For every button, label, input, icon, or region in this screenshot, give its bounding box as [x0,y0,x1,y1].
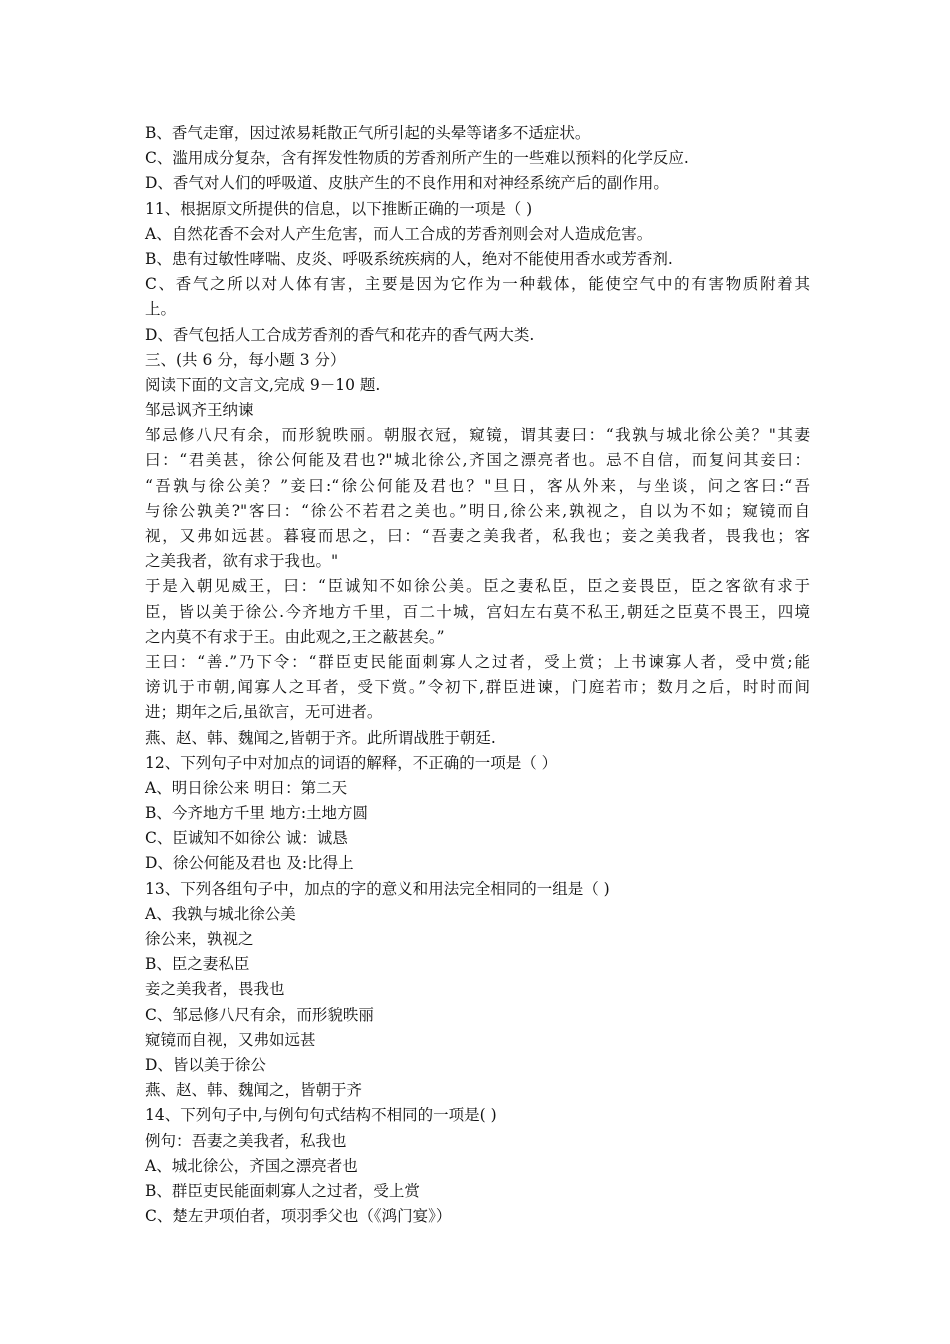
text-line: 阅读下面的文言文,完成 9－10 题. [145,375,381,394]
text-line: 于是入朝见威王，曰：“臣诚知不如徐公美。臣之妻私臣，臣之妾畏臣，臣之客欲有求于 [145,577,810,596]
text-line: B、今齐地方千里 地方:土地方圆 [145,804,369,823]
text-line: 13、下列各组句子中，加点的字的意义和用法完全相同的一组是（ ) [145,879,610,898]
text-line: B、香气走窜，因过浓易耗散正气所引起的头晕等诸多不适症状。 [145,124,591,142]
text-line: 窥镜而自视，又弗如远甚 [145,1030,316,1049]
document-page [145,121,810,1229]
text-line: A、我孰与城北徐公美 [145,904,296,923]
text-line: A、明日徐公来 明日：第二天 [145,778,348,797]
text-line: 燕、赵、韩、魏闻之，皆朝于齐 [145,1081,363,1100]
text-line: 臣，皆以美于徐公.今齐地方千里，百二十城，宫妇左右莫不私王,朝廷之臣莫不畏王，四境 [145,602,810,621]
text-line: B、群臣吏民能面刺寡人之过者，受上赏 [145,1181,420,1200]
text-line: 之内莫不有求于王。由此观之,王之蔽甚矣。” [145,627,445,646]
text-line: 王曰：“善.”乃下令：“群臣吏民能面刺寡人之过者，受上赏；上书谏寡人者，受中赏;能 [145,652,810,671]
text-line: A、城北徐公，齐国之漂亮者也 [145,1156,358,1175]
text-line: B、患有过敏性哮喘、皮炎、呼吸系统疾病的人，绝对不能使用香水或芳香剂. [145,249,673,268]
text-line: B、臣之妻私臣 [145,955,250,974]
text-line: 妾之美我者，畏我也 [145,980,285,999]
text-line: C、邹忌修八尺有余，而形貌昳丽 [145,1005,374,1024]
text-line: 邹忌修八尺有余，而形貌昳丽。朝服衣冠，窥镜，谓其妻曰：“我孰与城北徐公美？"其妻 [145,426,810,445]
text-line: 视，又弗如远甚。暮寝而思之，曰：“吾妻之美我者，私我也；妾之美我者，畏我也；客 [145,527,810,545]
text-line: 三、(共 6 分，每小题 3 分） [145,350,346,369]
text-line: D、皆以美于徐公 [145,1055,266,1074]
text-line: 11、根据原文所提供的信息，以下推断正确的一项是（ ) [145,199,533,218]
text-line: D、香气包括人工合成芳香剂的香气和花卉的香气两大类. [145,325,535,344]
text-line: 上。 [145,300,177,319]
text-line: A、自然花香不会对人产生危害，而人工合成的芳香剂则会对人造成危害。 [145,224,653,243]
text-line: 12、下列句子中对加点的词语的解释，不正确的一项是（ ） [145,753,558,772]
text-line: “吾孰与徐公美？”妾曰:“徐公何能及君也？"旦日，客从外来，与坐谈，问之客曰:“吾 [145,476,810,495]
text-line: D、徐公何能及君也 及:比得上 [145,854,354,873]
text-line: 14、下列句子中,与例句句式结构不相同的一项是( ) [145,1106,497,1125]
text-line: 谤讥于市朝,闻寡人之耳者，受下赏。”令初下,群臣进谏，门庭若市；数月之后，时时而间 [145,678,810,697]
text-line: C、香气之所以对人体有害，主要是因为它作为一种载体，能使空气中的有害物质附着其 [145,275,810,294]
text-line: D、香气对人们的呼吸道、皮肤产生的不良作用和对神经系统产后的副作用。 [145,174,669,193]
text-line: 例句：吾妻之美我者，私我也 [145,1131,347,1150]
text-line: 之美我者，欲有求于我也。" [145,552,339,571]
text-line: 燕、赵、韩、魏闻之,皆朝于齐。此所谓战胜于朝廷. [145,728,496,747]
text-line: 进；期年之后,虽欲言，无可进者。 [145,703,383,722]
text-line: C、楚左尹项伯者，项羽季父也（《鸿门宴》） [145,1207,452,1226]
text-line: C、滥用成分复杂，含有挥发性物质的芳香剂所产生的一些难以预料的化学反应. [145,149,689,168]
text-line: 邹忌讽齐王纳谏 [145,401,254,420]
text-line: 曰：“君美甚，徐公何能及君也?"城北徐公,齐国之漂亮者也。忌不自信，而复问其妾曰： [145,451,810,470]
text-line: C、臣诚知不如徐公 诚：诚恳 [145,829,348,848]
text-line: 徐公来，孰视之 [145,930,254,948]
text-line: 与徐公孰美?"客曰：“徐公不若君之美也。”明日,徐公来,孰视之，自以为不如；窥镜而自 [145,501,810,520]
